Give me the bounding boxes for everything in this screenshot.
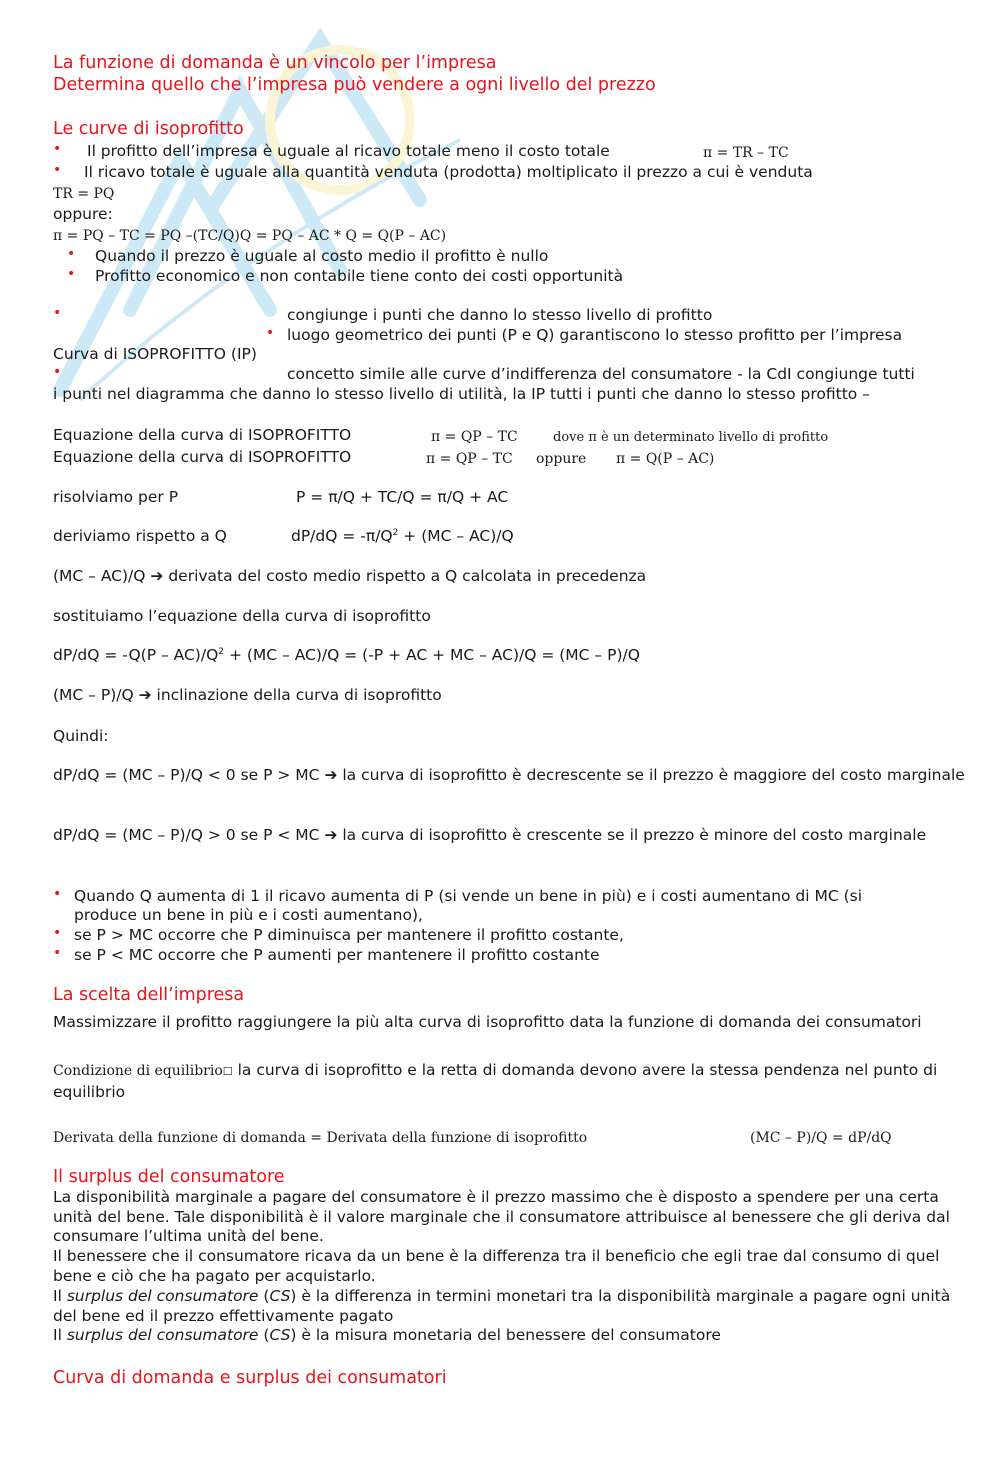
eq2-label: Equazione della curva di ISOPROFITTO (53, 448, 352, 466)
tr-formula: TR = PQ (53, 186, 115, 202)
pi-formula-2: π = PQ – TC = PQ –(TC/Q)Q = PQ – AC * Q = Q(P – AC) (53, 228, 447, 244)
deriv-eq: Derivata della funzione di domanda = Derivata della funzione di isoprofitto (53, 1130, 588, 1146)
eq1-note: dove π è un determinato livello di profitto (553, 430, 829, 445)
choice-cond: Condizione di equilibrio☐ la curva di isoprofitto e la retta di domanda devono avere la stessa pendenza nel punto di equilibrio (53, 1061, 938, 1101)
bullet-dot-icon: • (53, 141, 62, 157)
choice-title: La scelta dell’impresa (53, 985, 245, 1005)
bullet-dot-icon: • (53, 925, 62, 941)
bullet-dot-icon: • (53, 945, 62, 961)
ip-line-2: luogo geometrico dei punti (P e Q) garantiscono lo stesso profitto per l’impresa (287, 326, 903, 344)
isoprofit-b2: Il ricavo totale è uguale alla quantità venduta (prodotta) moltiplicato il prezzo a cui è venduta (84, 163, 813, 181)
bullet-dot-icon: • (266, 325, 275, 341)
solve-formula: P = π/Q + TC/Q = π/Q + AC (296, 488, 509, 506)
choice-max: Massimizzare il profitto raggiungere la più alta curva di isoprofitto data la funzione di domanda dei consumatori (53, 1013, 922, 1031)
isoprofit-sub2: Profitto economico e non contabile tiene conto dei costi opportunità (95, 267, 624, 285)
missing-glyph-icon: ☐ (222, 1065, 233, 1078)
bullet-dot-icon: • (53, 162, 62, 178)
intro-line-2: Determina quello che l’impresa può vendere a ogni livello del prezzo (53, 75, 656, 95)
q1-line-a: Quando Q aumenta di 1 il ricavo aumenta di P (si vende un bene in più) e i costi aumentano di MC (si (74, 887, 863, 905)
long-formula: $dP/dQ = -Q(P - AC)/Q^2 + (MC - AC)/Q = (-P$ + AC + MC – AC)/Q = (MC – P)/Q (53, 646, 640, 664)
right-arrow-icon: ➔ (138, 686, 152, 704)
eq1-label: Equazione della curva di ISOPROFITTO (53, 426, 352, 444)
bullet-dot-icon: • (53, 305, 62, 321)
demand-surplus-title: Curva di domanda e surplus dei consumatori (53, 1368, 447, 1388)
oppure-label: oppure: (53, 205, 113, 223)
q3-line: se P < MC occorre che P aumenti per mantenere il profitto costante (74, 946, 600, 964)
intro-line-1: La funzione di domanda è un vincolo per l’impresa (53, 53, 497, 73)
eq1-formula: π = QP – TC (431, 429, 518, 445)
bullet-dot-icon: • (67, 246, 76, 262)
surplus-p4: Il surplus del consumatore (CS) è la misura monetaria del benessere del consumatore (53, 1326, 721, 1344)
bullet-dot-icon: • (53, 886, 62, 902)
isoprofit-b1: Il profitto dell’impresa è uguale al ricavo totale meno il costo totale (87, 142, 610, 160)
surplus-p3: Il surplus del consumatore (CS) è la differenza in termini monetari tra la disponibilità marginale a pagare ogni unità del bene ed il prezzo effettivamente pagato (53, 1287, 951, 1325)
case-1: dP/dQ = (MC – P)/Q < 0 se P > MC ➔ la curva di isoprofitto è decrescente se il prezzo è maggiore del costo marginale (53, 766, 965, 784)
solve-label: risolviamo per P (53, 488, 179, 506)
deriv-eq-2: (MC – P)/Q = dP/dQ (750, 1130, 892, 1146)
subst-line: sostituiamo l’equazione della curva di isoprofitto (53, 607, 431, 625)
q1-line-b: produce un bene in più e i costi aumentano), (74, 906, 423, 924)
surplus-p2: Il benessere che il consumatore ricava da un bene è la differenza tra il beneficio che egli trae dal consumo di quel bene e ciò che ha pagato per acquistarlo. (53, 1247, 940, 1285)
surplus-title: Il surplus del consumatore (53, 1167, 285, 1187)
right-arrow-icon: ➔ (324, 826, 338, 844)
isoprofit-sub1: Quando il prezzo è uguale al costo medio il profitto è nullo (95, 247, 549, 265)
slope-line: (MC – P)/Q ➔ inclinazione della curva di isoprofitto (53, 686, 442, 704)
mcac-line: (MC – AC)/Q ➔ derivata del costo medio rispetto a Q calcolata in precedenza (53, 567, 647, 585)
surplus-p1: La disponibilità marginale a pagare del consumatore è il prezzo massimo che è disposto a spendere per una certa unità del bene. Tale disponibilità è il valore marginale che il consumatore attribuisce al benessere che gli deriva dal consumare l’ultima unità del bene. (53, 1188, 950, 1246)
eq2-formula: π = QP – TC (426, 451, 513, 467)
pi-formula-1: π = TR – TC (703, 145, 789, 161)
q2-line: se P > MC occorre che P diminuisca per mantenere il profitto costante, (74, 926, 624, 944)
isoprofit-title: Le curve di isoprofitto (53, 119, 244, 139)
right-arrow-icon: ➔ (150, 567, 164, 585)
bullet-dot-icon: • (67, 266, 76, 282)
bullet-dot-icon: • (53, 364, 62, 380)
case-2: dP/dQ = (MC – P)/Q > 0 se P < MC ➔ la curva di isoprofitto è crescente se il prezzo è minore del costo marginale (53, 826, 927, 844)
ip-line-3a: concetto simile alle curve d’indifferenza del consumatore - la CdI congiunge tutti (287, 365, 915, 383)
quindi-label: Quindi: (53, 727, 109, 745)
deriv-label: deriviamo rispetto a Q (53, 527, 227, 545)
eq2-formula-2: π = Q(P – AC) (616, 451, 715, 467)
ip-label: Curva di ISOPROFITTO (IP) (53, 345, 257, 363)
ip-line-1: congiunge i punti che danno lo stesso livello di profitto (287, 306, 713, 324)
eq2-oppure: oppure (536, 451, 587, 467)
right-arrow-icon: ➔ (324, 766, 338, 784)
ip-line-3b: i punti nel diagramma che danno lo stesso livello di utilità, la IP tutti i punti che danno lo stesso profitto – (53, 385, 870, 403)
deriv-formula: $dP/dQ = -\pi/Q^2 + (MC - AC)/Q$ (291, 527, 514, 545)
